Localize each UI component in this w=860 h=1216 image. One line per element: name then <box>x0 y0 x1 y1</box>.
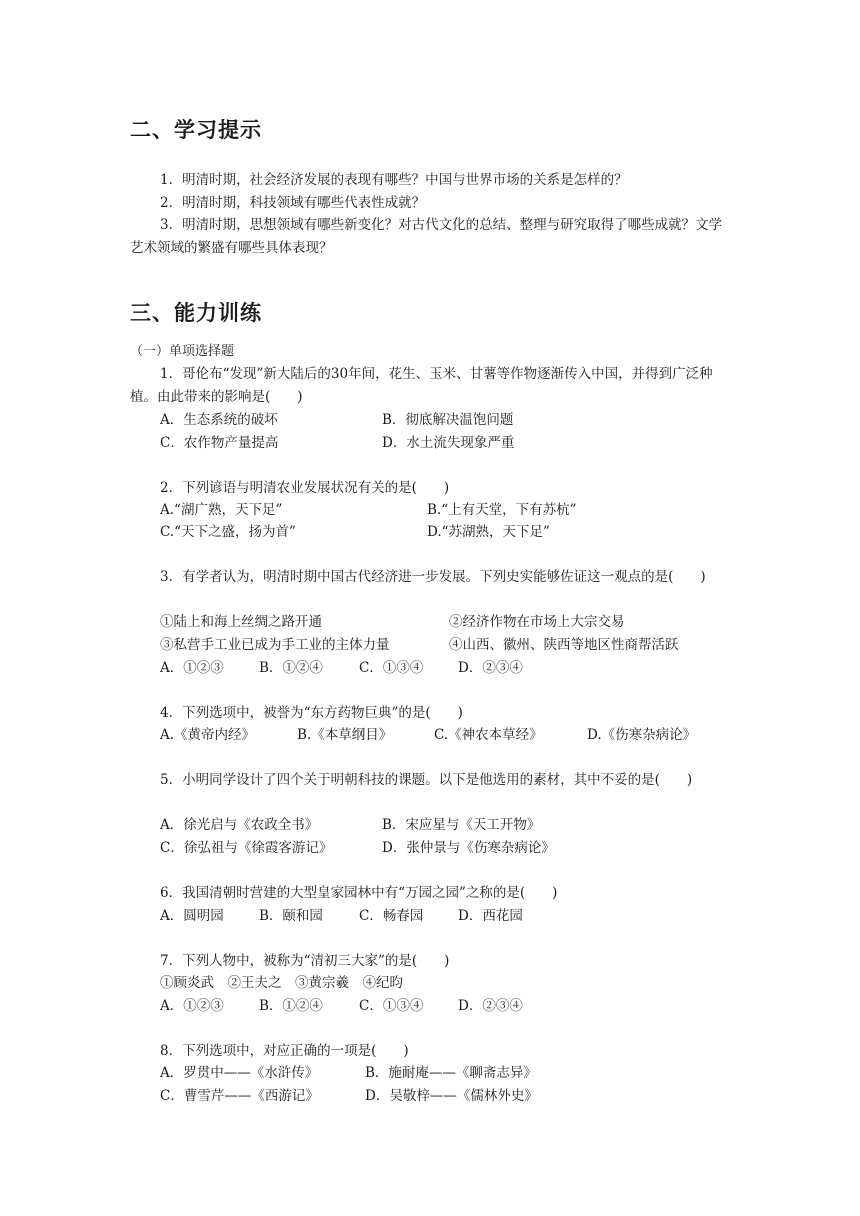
question-3-statement-2: ②经济作物在市场上大宗交易 <box>449 614 625 630</box>
question-5-option-b: B．宋应星与《天工开物》 <box>382 817 541 833</box>
question-4-option-a: A.《黄帝内经》 <box>160 727 256 743</box>
question-3-option-a: A．①②③ <box>160 660 224 676</box>
question-1-option-c: C．农作物产量提高 <box>160 435 279 451</box>
question-8-stem: 8．下列选项中，对应正确的一项是( ) <box>160 1043 409 1059</box>
question-6-option-c: C．畅春园 <box>359 908 424 924</box>
question-8-option-d: D．吴敬梓——《儒林外史》 <box>365 1088 538 1104</box>
question-3-statement-4: ④山西、徽州、陕西等地区性商帮活跃 <box>449 637 679 653</box>
question-4-option-b: B.《本草纲目》 <box>297 727 393 743</box>
question-5-option-d: D．张仲景与《伤寒杂病论》 <box>382 840 555 856</box>
question-2-option-d: D.“苏湖熟，天下足” <box>427 524 550 540</box>
question-7-option-d: D．②③④ <box>458 998 523 1014</box>
tip-item-1: 1．明清时期，社会经济发展的表现有哪些？中国与世界市场的关系是怎样的？ <box>160 172 628 188</box>
question-5-option-c: C．徐弘祖与《徐霞客游记》 <box>160 840 333 856</box>
question-1-option-a: A．生态系统的破坏 <box>160 412 278 428</box>
question-3-option-d: D．②③④ <box>458 660 523 676</box>
question-6-option-a: A．圆明园 <box>160 908 224 924</box>
question-4-stem: 4．下列选项中，被誉为“东方药物巨典”的是( ) <box>160 705 463 721</box>
question-7-option-c: C．①③④ <box>359 998 424 1014</box>
tip-item-3: 3．明清时期，思想领域有哪些新变化？对古代文化的总结、整理与研究取得了哪些成就？文学艺术领域的繁盛有哪些具体表现？ <box>130 217 723 256</box>
question-5-stem: 5．小明同学设计了四个关于明朝科技的课题。以下是他选用的素材，其中不妥的是( ) <box>160 772 693 788</box>
question-2-option-b: B.“上有天堂，下有苏杭” <box>427 502 577 518</box>
question-1-option-d: D．水土流失现象严重 <box>382 435 515 451</box>
question-8-option-a: A．罗贯中——《水浒传》 <box>160 1065 319 1081</box>
question-7-option-a: A．①②③ <box>160 998 224 1014</box>
question-6-stem: 6．我国清朝时营建的大型皇家园林中有“万园之园”之称的是( ) <box>160 885 558 901</box>
question-1-stem: 1．哥伦布“发现”新大陆后的30年间，花生、玉米、甘薯等作物逐渐传入中国，并得到广泛种植。由此带来的影响是( ) <box>130 366 713 405</box>
question-7-statements: ①顾炎武 ②王夫之 ③黄宗羲 ④纪昀 <box>160 975 403 991</box>
section-title-learning-tips: 二、学习提示 <box>130 118 262 142</box>
question-3-stem: 3．有学者认为，明清时期中国古代经济进一步发展。下列史实能够佐证这一观点的是( ) <box>160 569 706 585</box>
question-8-option-b: B．施耐庵——《聊斋志异》 <box>365 1065 537 1081</box>
question-6-option-b: B．颐和园 <box>259 908 323 924</box>
subsection-title: （一）单项选择题 <box>130 344 235 359</box>
question-4-option-c: C.《神农本草经》 <box>434 727 543 743</box>
question-2-option-a: A.“湖广熟，天下足” <box>160 502 283 518</box>
question-3-statement-1: ①陆上和海上丝绸之路开通 <box>160 614 322 630</box>
section-title-ability-training: 三、能力训练 <box>130 301 262 325</box>
question-8-option-c: C．曹雪芹——《西游记》 <box>160 1088 319 1104</box>
question-7-stem: 7．下列人物中，被称为“清初三大家”的是( ) <box>160 953 450 969</box>
question-2-option-c: C.“天下之盛，扬为首” <box>160 524 296 540</box>
question-4-option-d: D.《伤寒杂病论》 <box>587 727 697 743</box>
question-3-statement-3: ③私营手工业已成为手工业的主体力量 <box>160 637 390 653</box>
question-5-option-a: A．徐光启与《农政全书》 <box>160 817 319 833</box>
question-1-option-b: B．彻底解决温饱问题 <box>382 412 514 428</box>
question-3-option-b: B．①②④ <box>259 660 323 676</box>
question-6-option-d: D．西花园 <box>458 908 523 924</box>
question-7-option-b: B．①②④ <box>259 998 323 1014</box>
tip-item-2: 2．明清时期，科技领域有哪些代表性成就？ <box>160 195 426 211</box>
question-2-stem: 2．下列谚语与明清农业发展状况有关的是( ) <box>160 480 450 496</box>
question-3-option-c: C．①③④ <box>359 660 424 676</box>
